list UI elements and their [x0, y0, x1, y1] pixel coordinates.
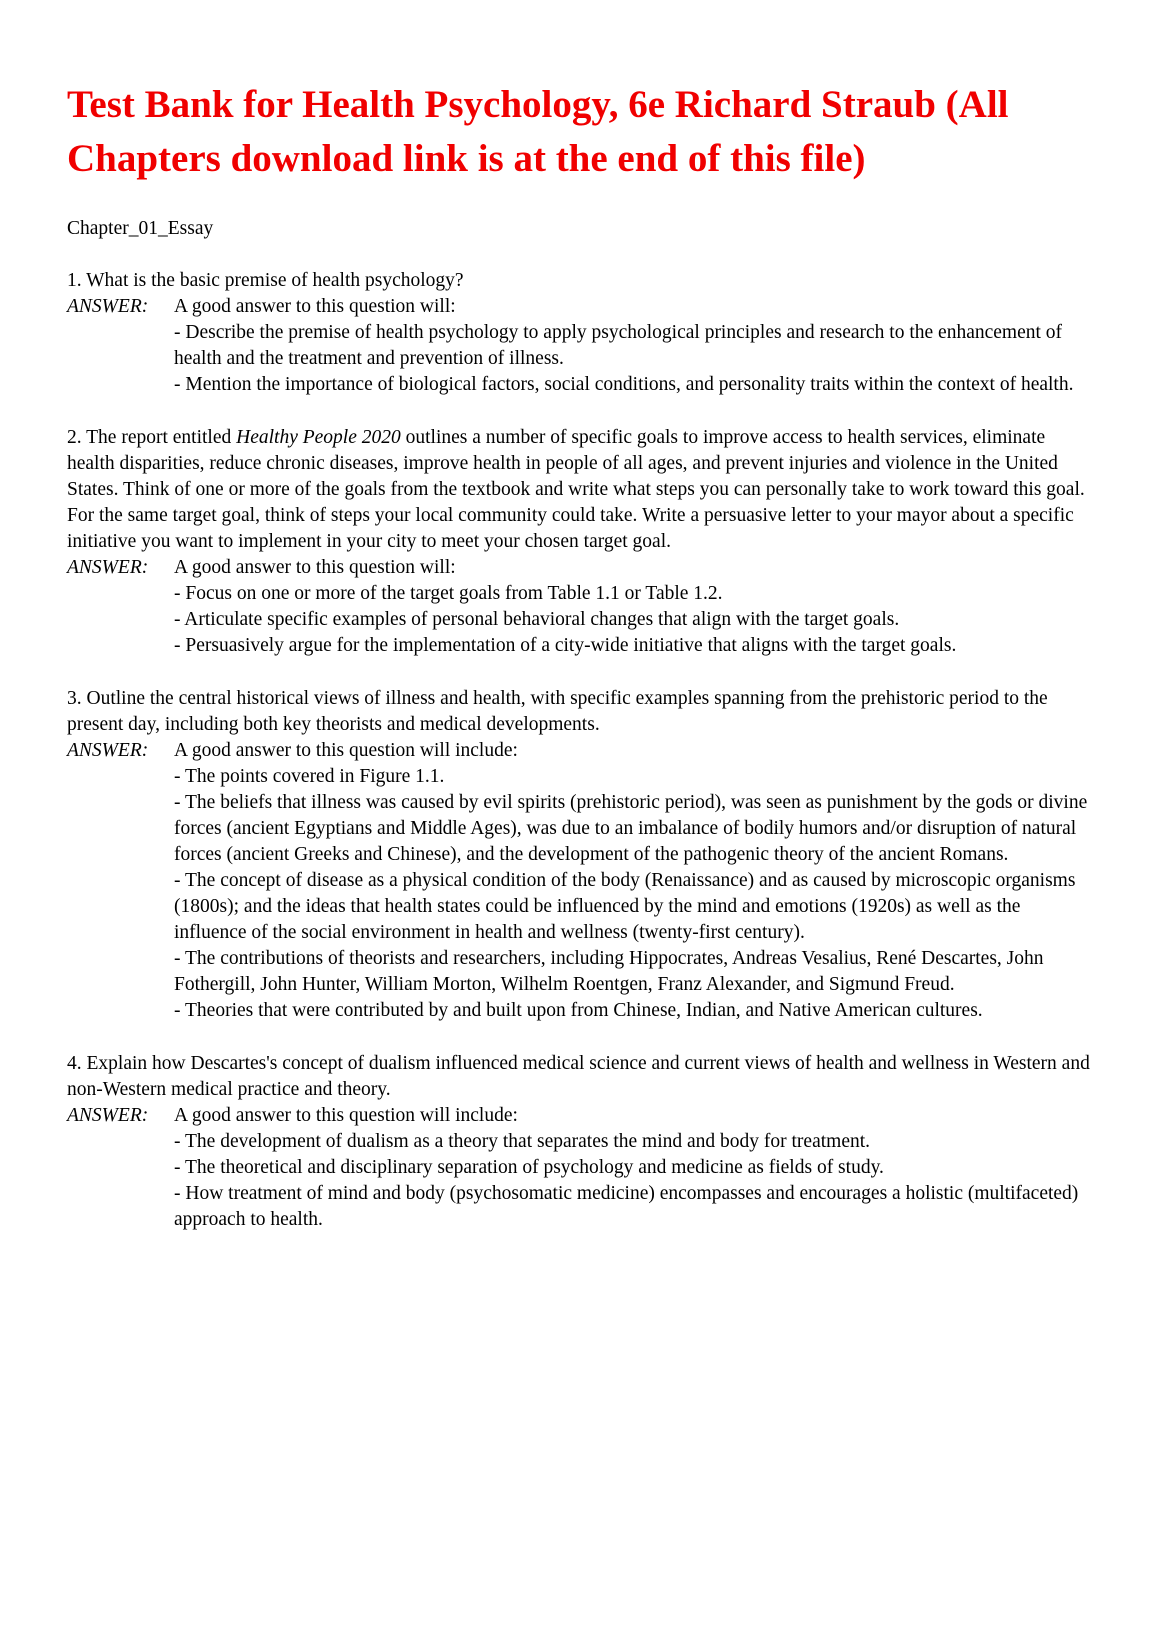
- answer-label: ANSWER:: [67, 557, 149, 578]
- question-text-segment: 1. What is the basic premise of health psychology?: [67, 270, 464, 291]
- chapter-label: Chapter_01_Essay: [67, 218, 214, 239]
- document-title: Test Bank for Health Psychology, 6e Richard Straub (All Chapters download link is at the end of this file): [67, 83, 1009, 180]
- question-1: [67, 268, 1091, 398]
- question-text-segment: 4. Explain how Descartes's concept of dualism influenced medical science and current views of health and wellness in Western and non-Western medical practice and theory.: [67, 1053, 1090, 1100]
- answer-bullets: [174, 320, 1091, 398]
- answer-bullets: [174, 1129, 1091, 1233]
- question-text: [67, 268, 1091, 294]
- answer-bullet: - The beliefs that illness was caused by evil spirits (prehistoric period), was seen as punishment by the gods or divine forces (ancient Egyptians and Middle Ages), was due to an imbalance of bodily humors and/or disruption of natural forces (ancient Greeks and Chinese), and the development of the pathogenic theory of the ancient Romans.: [174, 792, 1088, 865]
- answer-bullet: - The points covered in Figure 1.1.: [174, 766, 445, 787]
- answer-label: ANSWER:: [67, 1105, 149, 1126]
- question-text-segment-italic: Healthy People 2020: [236, 427, 401, 448]
- answer-bullet: - Describe the premise of health psychology to apply psychological principles and research to the enhancement of health and the treatment and prevention of illness.: [174, 322, 1063, 369]
- question-text-segment: outlines a number of specific goals to improve access to health services, eliminate health disparities, reduce chronic diseases, improve health in people of all ages, and prevent injuries and violence in the United States. Think of one or more of the goals from the textbook and write what steps you can personally take to work toward this goal. For the same target goal, think of steps your local community could take. Write a persuasive letter to your mayor about a specific initiative you want to implement in your city to meet your chosen target goal.: [67, 427, 1085, 552]
- answer-bullet: - The theoretical and disciplinary separation of psychology and medicine as fields of study.: [174, 1157, 884, 1178]
- answer-label: ANSWER:: [67, 740, 149, 761]
- question-text-segment: 3. Outline the central historical views of illness and health, with specific examples spanning from the prehistoric period to the present day, including both key theorists and medical developments.: [67, 688, 1048, 735]
- answer-intro: A good answer to this question will:: [174, 557, 456, 578]
- answer-bullet: - Theories that were contributed by and built upon from Chinese, Indian, and Native American cultures.: [174, 1000, 983, 1021]
- answer-intro: A good answer to this question will include:: [174, 1105, 518, 1126]
- answer-row: [67, 738, 1091, 764]
- answer-bullet: - How treatment of mind and body (psychosomatic medicine) encompasses and encourages a holistic (multifaceted) approach to health.: [174, 1183, 1079, 1230]
- answer-row: [67, 1103, 1091, 1129]
- answer-intro: A good answer to this question will include:: [174, 740, 518, 761]
- answer-bullet: - Mention the importance of biological factors, social conditions, and personality traits within the context of health.: [174, 374, 1074, 395]
- answer-label: ANSWER:: [67, 296, 149, 317]
- question-2: [67, 425, 1091, 659]
- question-3: [67, 686, 1091, 1024]
- answer-bullet: - The contributions of theorists and researchers, including Hippocrates, Andreas Vesalius, René Descartes, John Fothergill, John Hunter, William Morton, Wilhelm Roentgen, Franz Alexander, and Sigmund Freud.: [174, 948, 1044, 995]
- answer-intro: A good answer to this question will:: [174, 296, 456, 317]
- question-text: [67, 1051, 1091, 1103]
- answer-bullet: - Articulate specific examples of personal behavioral changes that align with the target goals.: [174, 609, 900, 630]
- answer-bullet: - The development of dualism as a theory that separates the mind and body for treatment.: [174, 1131, 871, 1152]
- question-text: [67, 686, 1091, 738]
- answer-row: [67, 294, 1091, 320]
- question-4: [67, 1051, 1091, 1233]
- answer-bullet: - Focus on one or more of the target goals from Table 1.1 or Table 1.2.: [174, 583, 723, 604]
- answer-row: [67, 555, 1091, 581]
- answer-bullet: - Persuasively argue for the implementation of a city-wide initiative that aligns with the target goals.: [174, 635, 957, 656]
- answer-bullet: - The concept of disease as a physical condition of the body (Renaissance) and as caused by microscopic organisms (1800s); and the ideas that health states could be influenced by the mind and emotions (1920s) as well as the influence of the social environment in health and wellness (twenty-first century).: [174, 870, 1076, 943]
- answer-bullets: [174, 581, 1091, 659]
- answer-bullets: [174, 764, 1091, 1024]
- question-text-segment: 2. The report entitled: [67, 427, 237, 448]
- question-text: [67, 425, 1091, 555]
